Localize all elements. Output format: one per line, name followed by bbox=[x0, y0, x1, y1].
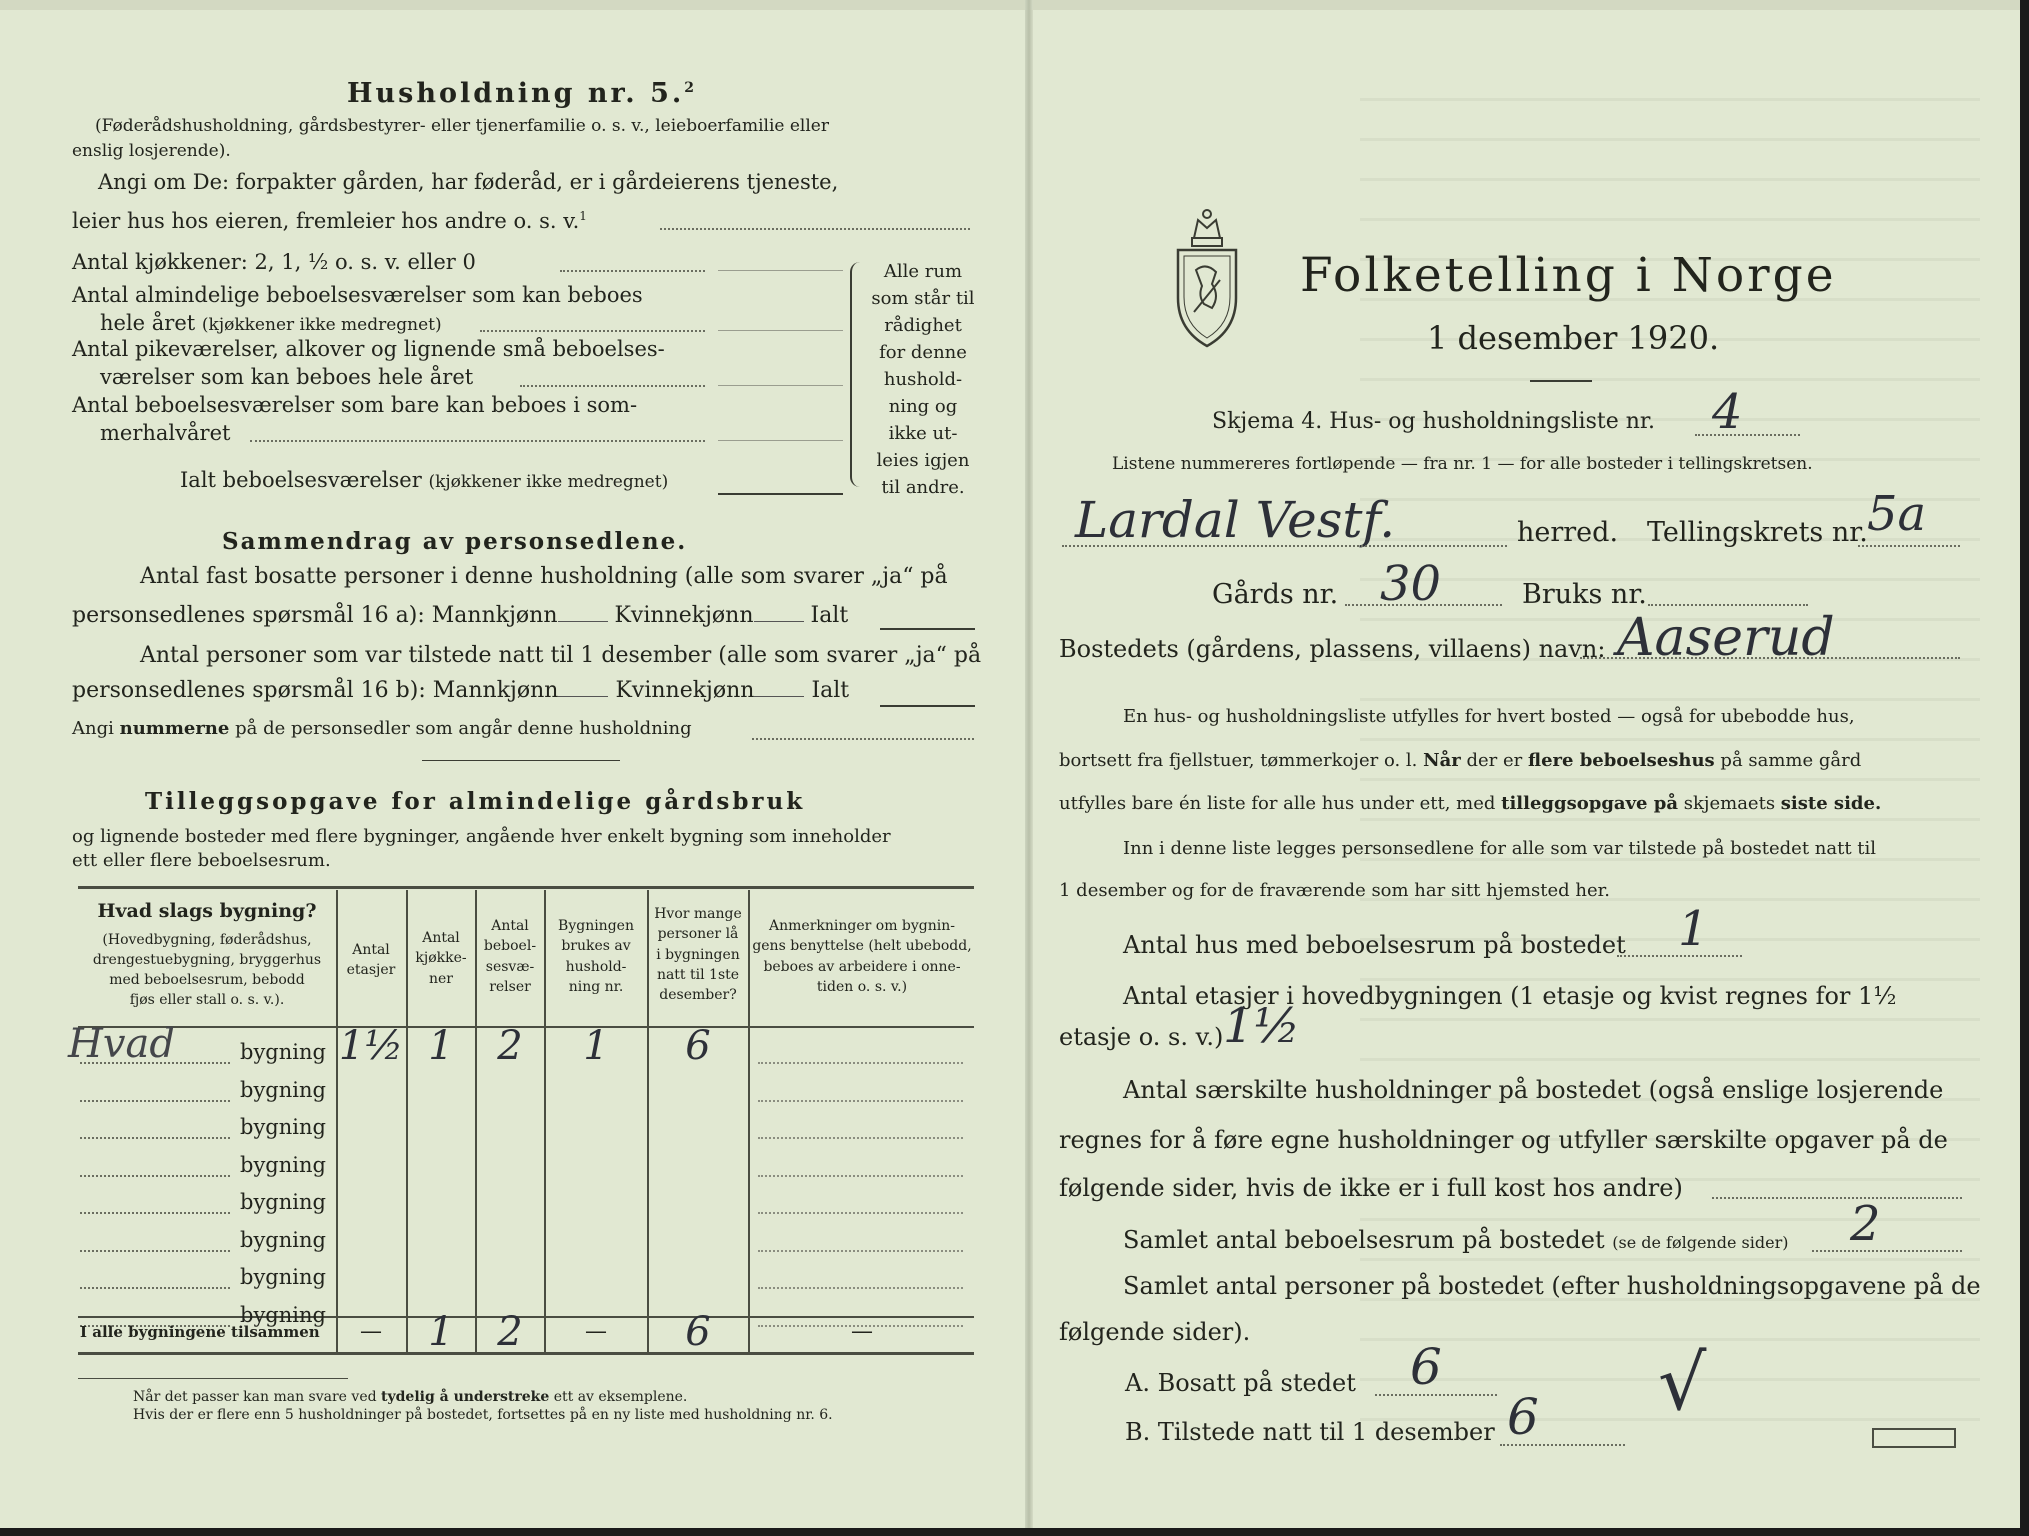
col-head-line: beboel- bbox=[483, 938, 537, 955]
col-head-line: brukes av bbox=[561, 938, 631, 955]
rooms-kjokkener: Antal kjøkkener: 2, 1, ½ o. s. v. eller 0 bbox=[72, 250, 476, 274]
col-head-line: etasjer bbox=[346, 962, 396, 979]
instr1-b4: flere beboelseshus bbox=[1527, 750, 1715, 771]
instr1-b1: bortsett fra fjellstuer, tømmerkojer o. l. bbox=[1059, 750, 1418, 771]
col-head-line: i bygningen bbox=[656, 946, 740, 963]
rooms-side-note-line: for denne bbox=[879, 342, 967, 363]
summary-p2-kvinne: Kvinnekjønn bbox=[615, 678, 755, 703]
q-hus-label: Antal hus med beboelsesrum på bostedet bbox=[1123, 931, 1626, 959]
rooms-ialt-line bbox=[718, 493, 843, 495]
table-bottom-rule bbox=[78, 1352, 974, 1355]
bosted-value: Aaserud bbox=[1617, 608, 1835, 668]
summary-p2-ialt-line bbox=[880, 705, 975, 707]
household-desc-2: enslig losjerende). bbox=[72, 141, 231, 161]
printer-stamp bbox=[1872, 1428, 1956, 1448]
summary-nummer-c: på de personsedler som angår denne husholdning bbox=[235, 718, 692, 739]
table-row-dotline bbox=[80, 1287, 230, 1289]
q-hus-dots bbox=[1617, 955, 1742, 957]
skjema-dots bbox=[1695, 434, 1800, 436]
summary-nummer-a: Angi bbox=[72, 718, 114, 739]
col-head-line: beboes av arbeidere i onne- bbox=[763, 958, 961, 975]
rooms-som-line bbox=[718, 440, 843, 441]
rooms-alm-2-note: (kjøkkener ikke medregnet) bbox=[201, 315, 442, 335]
census-title: Folketelling i Norge bbox=[1300, 248, 1837, 303]
instr2-line1: Inn i denne liste legges personsedlene for alle som var tilstede på bostedet natt til bbox=[1123, 838, 1877, 859]
instr1-b2: Når bbox=[1423, 750, 1461, 771]
q-rum-dots bbox=[1812, 1250, 1962, 1252]
col-head-line: (Hovedbygning, føderådshus, bbox=[102, 931, 312, 948]
table-row-kjokken: 1 bbox=[428, 1023, 454, 1069]
rooms-som-2: merhalvåret bbox=[100, 421, 231, 445]
col-head-line: gens benyttelse (helt ubebodd, bbox=[752, 938, 972, 955]
summary-p1-kvinne-line bbox=[754, 621, 804, 622]
rooms-alm-dots bbox=[480, 330, 705, 332]
summary-nummer-dots bbox=[752, 738, 974, 740]
q-pers-1: Samlet antal personer på bostedet (efter husholdningsopgavene på de bbox=[1123, 1272, 1981, 1300]
bruks-dots bbox=[1648, 604, 1808, 606]
rooms-side-note-line: leies igjen bbox=[876, 450, 970, 471]
table-row-anm-dots bbox=[758, 1287, 963, 1289]
household-title bbox=[347, 80, 697, 107]
summary-p1-mann: Mannkjønn bbox=[431, 603, 558, 628]
rooms-side-note-line: Alle rum bbox=[883, 261, 963, 282]
summary-nummer bbox=[72, 720, 692, 738]
page-fold bbox=[1025, 0, 1033, 1528]
col-head-kjokkener bbox=[408, 928, 474, 989]
table-row-dotline bbox=[80, 1175, 230, 1177]
footnote-rule bbox=[78, 1378, 348, 1379]
footnote-2: Hvis der er flere enn 5 husholdninger på bostedet, fortsettes på en ny liste med husholdning nr. 6. bbox=[133, 1407, 833, 1423]
q-sh-3: følgende sider, hvis de ikke er i full kost hos andre) bbox=[1059, 1174, 1683, 1202]
rooms-pike-line bbox=[718, 385, 843, 386]
a-label: A. Bosatt på stedet bbox=[1125, 1369, 1356, 1397]
table-row-hush: 1 bbox=[583, 1023, 609, 1069]
rooms-alm-2 bbox=[100, 313, 442, 334]
table-row-label: bygning bbox=[240, 1077, 326, 1102]
angi-line-1: Angi om De: forpakter gården, har føderåd, er i gårdeierens tjeneste, bbox=[98, 170, 839, 194]
col-head-line: med beboelsesrum, bebodd bbox=[109, 972, 305, 989]
instr1-b3: der er bbox=[1466, 750, 1523, 771]
rooms-side-note-line: som står til bbox=[871, 288, 975, 309]
table-row-label: bygning bbox=[240, 1115, 326, 1139]
table-row-label: bygning bbox=[240, 1302, 326, 1327]
census-date: 1 desember 1920. bbox=[1427, 319, 1720, 357]
col-head-etasjer bbox=[338, 940, 404, 981]
herred-dots bbox=[1062, 545, 1507, 547]
krets-dots bbox=[1858, 545, 1960, 547]
summary-p2-mann-line bbox=[558, 696, 608, 697]
rooms-ialt-note: (kjøkkener ikke medregnet) bbox=[428, 472, 669, 492]
summary-p1-kvinne: Kvinnekjønn bbox=[614, 603, 754, 628]
col-head-line: relser bbox=[489, 978, 531, 995]
col-head-line: natt til 1ste bbox=[656, 966, 740, 983]
summary-nummer-b: nummerne bbox=[119, 718, 230, 739]
q-sh-1: Antal særskilte husholdninger på bostedet (også enslige losjerende bbox=[1123, 1076, 1944, 1104]
instr1-b5: på samme gård bbox=[1720, 750, 1862, 771]
col-head-line: sesvæ- bbox=[485, 958, 535, 975]
table-row-anm-dots bbox=[758, 1062, 963, 1064]
gards-label: Gårds nr. bbox=[1212, 579, 1339, 610]
q-rum-label bbox=[1123, 1228, 1788, 1252]
bruks-label: Bruks nr. bbox=[1522, 579, 1647, 610]
rooms-side-note-line: ikke ut- bbox=[888, 423, 958, 444]
tillegg-text-1: og lignende bosteder med flere bygninger, angående hver enkelt bygning som inneholder bbox=[72, 826, 891, 847]
household-desc-1: (Føderådshusholdning, gårdsbestyrer- eller tjenerfamilie o. s. v., leieboerfamilie eller bbox=[95, 116, 829, 136]
census-date-rule bbox=[1530, 380, 1592, 382]
coat-of-arms-icon bbox=[1172, 200, 1242, 352]
total-anmerkninger: — bbox=[851, 1319, 873, 1344]
summary-p2-ialt: Ialt bbox=[811, 678, 850, 703]
bosted-label: Bostedets (gårdens, plassens, villaens) navn: bbox=[1059, 635, 1606, 663]
col-head-line: fjøs eller stall o. s. v.). bbox=[129, 992, 285, 1009]
rooms-side-note-line: rådighet bbox=[884, 315, 962, 336]
listene-note: Listene nummereres fortløpende — fra nr. 1 — for alle bosteder i tellingskretsen. bbox=[1112, 454, 1813, 474]
col-head-line: Bygningen bbox=[558, 918, 634, 934]
b-value: 6 bbox=[1507, 1388, 1539, 1446]
instr1-line2 bbox=[1059, 752, 1861, 770]
instr1-c3: skjemaets bbox=[1683, 793, 1776, 814]
rooms-side-note-line: ning og bbox=[888, 396, 958, 417]
rooms-side-note-line: til andre. bbox=[881, 477, 965, 498]
col-head-line: ner bbox=[429, 970, 453, 987]
summary-p1-q: personsedlenes spørsmål 16 a): bbox=[72, 603, 425, 628]
col-head-type bbox=[80, 898, 334, 1011]
col-head-husholdning bbox=[546, 916, 646, 997]
rooms-alm-line bbox=[718, 330, 843, 331]
gards-value: 30 bbox=[1380, 556, 1442, 612]
rooms-som-1: Antal beboelsesværelser som bare kan beboes i som- bbox=[72, 393, 638, 417]
table-row-anm-dots bbox=[758, 1100, 963, 1102]
angi-line-2-text: leier hus hos eieren, fremleier hos andre o. s. v. bbox=[72, 209, 580, 233]
summary-p2-line1: Antal personer som var tilstede natt til 1 desember (alle som svarer „ja“ på bbox=[140, 643, 982, 668]
table-row-label: bygning bbox=[240, 1265, 326, 1289]
table-row-label: bygning bbox=[240, 1227, 326, 1252]
col-head-line: Hvor mange bbox=[654, 906, 742, 922]
total-label: I alle bygningene tilsammen bbox=[80, 1323, 320, 1341]
rooms-ialt bbox=[180, 470, 668, 491]
col-head-line: kjøkke- bbox=[415, 950, 467, 967]
instr1-line3 bbox=[1059, 795, 1881, 813]
rooms-side-note bbox=[868, 258, 978, 501]
col-head-line: desember? bbox=[659, 987, 737, 1004]
summary-p1-ialt: Ialt bbox=[810, 603, 849, 628]
q-pers-2: følgende sider). bbox=[1059, 1318, 1251, 1346]
table-row-etasjer: 1½ bbox=[338, 1023, 404, 1069]
q-rum-text: Samlet antal beboelsesrum på bostedet bbox=[1123, 1226, 1605, 1254]
col-head-line: Antal bbox=[422, 930, 460, 946]
col-head-vaerelser bbox=[477, 916, 543, 997]
q-sh-2: regnes for å føre egne husholdninger og utfyller særskilte opgaver på de bbox=[1059, 1126, 1948, 1154]
table-row-dotline bbox=[80, 1212, 230, 1214]
instr1-c1: utfylles bare én liste for alle hus under ett, med bbox=[1059, 793, 1496, 814]
total-vaerelser: 2 bbox=[497, 1309, 523, 1355]
table-row-label: bygning bbox=[240, 1190, 326, 1214]
a-value: 6 bbox=[1410, 1338, 1442, 1396]
table-row-dotline bbox=[80, 1100, 230, 1102]
col-head-line: Antal bbox=[491, 918, 529, 934]
bosted-dots bbox=[1580, 657, 1960, 659]
rooms-alm-2-text: hele året bbox=[100, 311, 196, 335]
col-head-line: tiden o. s. v.) bbox=[816, 978, 908, 995]
footnote-1 bbox=[133, 1390, 687, 1404]
total-husholdning: — bbox=[585, 1319, 607, 1344]
total-kjokken: 1 bbox=[428, 1309, 454, 1355]
total-etasjer: — bbox=[360, 1319, 382, 1344]
col-head-line: ning nr. bbox=[568, 978, 624, 995]
col-head-anmerkninger bbox=[750, 916, 974, 997]
summary-p2-mann: Mannkjønn bbox=[432, 678, 559, 703]
herred-label: herred. bbox=[1517, 517, 1619, 548]
q-rum-value: 2 bbox=[1850, 1196, 1881, 1252]
table-row-anm-dots bbox=[758, 1212, 963, 1214]
table-row-dotline bbox=[80, 1250, 230, 1252]
table-row-anm-dots bbox=[758, 1137, 963, 1139]
rooms-side-note-line: hushold- bbox=[883, 369, 963, 390]
tillegg-heading: Tilleggsopgave for almindelige gårdsbruk bbox=[145, 788, 806, 815]
rooms-kjokkener-line bbox=[718, 270, 843, 271]
q-rum-note: (se de følgende sider) bbox=[1612, 1233, 1789, 1252]
footnote-1c: ett av eksemplene. bbox=[553, 1389, 688, 1405]
footnote-1a: Når det passer kan man svare ved bbox=[133, 1389, 377, 1405]
col-head-line: Antal bbox=[352, 942, 390, 958]
summary-p1-ialt-line bbox=[880, 628, 975, 630]
q-etasjer-value: 1½ bbox=[1223, 998, 1301, 1054]
gards-dots bbox=[1345, 604, 1502, 606]
summary-heading: Sammendrag av personsedlene. bbox=[222, 528, 688, 555]
summary-p2-kvinne-line bbox=[754, 696, 804, 697]
col-head-line: Anmerkninger om bygnin- bbox=[769, 918, 955, 934]
instr1-line1: En hus- og husholdningsliste utfylles for hvert bosted — også for ubebodde hus, bbox=[1123, 706, 1855, 727]
household-title-text: Husholdning nr. 5. bbox=[347, 78, 685, 109]
q-hus-value: 1 bbox=[1678, 901, 1709, 957]
table-row-label: bygning bbox=[240, 1152, 326, 1177]
instr2-line2: 1 desember og for de fraværende som har sitt hjemsted her. bbox=[1059, 880, 1610, 901]
rooms-pike-1: Antal pikeværelser, alkover og lignende små beboelses- bbox=[72, 337, 665, 361]
b-label: B. Tilstede natt til 1 desember bbox=[1125, 1418, 1495, 1446]
q-etasjer-2: etasje o. s. v.) bbox=[1059, 1023, 1224, 1051]
household-title-sup: 2 bbox=[684, 80, 698, 96]
rooms-som-dots bbox=[250, 440, 705, 442]
rooms-kjokkener-dots bbox=[560, 270, 705, 272]
top-edge bbox=[0, 0, 2020, 10]
table-top-rule bbox=[78, 886, 974, 889]
instr1-c2: tilleggsopgave på bbox=[1501, 793, 1679, 814]
b-dots bbox=[1500, 1444, 1625, 1446]
col-head-line: drengestuebygning, bryggerhus bbox=[92, 951, 322, 968]
rooms-alm-1: Antal almindelige beboelsesværelser som kan beboes bbox=[72, 283, 643, 307]
summary-divider bbox=[422, 760, 620, 761]
krets-label: Tellingskrets nr. bbox=[1647, 517, 1868, 548]
table-row-pers: 6 bbox=[685, 1023, 711, 1069]
instr1-c4: siste side. bbox=[1780, 793, 1882, 814]
col-head-line: personer lå bbox=[657, 926, 739, 943]
summary-p1-line2 bbox=[72, 605, 848, 627]
summary-p2-q: personsedlenes spørsmål 16 b): bbox=[72, 678, 426, 703]
col-head-line: hushold- bbox=[565, 958, 627, 975]
krets-value: 5a bbox=[1867, 486, 1927, 542]
herred-value: Lardal Vestf. bbox=[1075, 491, 1396, 549]
q-etasjer-1: Antal etasjer i hovedbygningen (1 etasje og kvist regnes for 1½ bbox=[1123, 982, 1897, 1010]
summary-p1-line1: Antal fast bosatte personer i denne husholdning (alle som svarer „ja“ på bbox=[140, 564, 948, 589]
table-row-dotline bbox=[80, 1137, 230, 1139]
angi-sup: 1 bbox=[579, 209, 587, 223]
total-personer: 6 bbox=[685, 1309, 711, 1355]
skjema-value: 4 bbox=[1712, 384, 1743, 440]
col-head-type-lines bbox=[80, 930, 334, 1011]
summary-p1-mann-line bbox=[558, 621, 608, 622]
tillegg-text-2: ett eller flere beboelsesrum. bbox=[72, 850, 331, 871]
table-row-anm-dots bbox=[758, 1250, 963, 1252]
rooms-pike-2: værelser som kan beboes hele året bbox=[100, 365, 474, 389]
q-sh-dots bbox=[1712, 1197, 1962, 1199]
skjema-line: Skjema 4. Hus- og husholdningsliste nr. bbox=[1212, 409, 1655, 434]
table-row-type: Hvad bbox=[68, 1021, 175, 1067]
footnote-1b: tydelig å understreke bbox=[381, 1389, 550, 1405]
table-row-anm-dots bbox=[758, 1175, 963, 1177]
rooms-pike-dots bbox=[520, 385, 705, 387]
col-head-type-title: Hvad slags bygning? bbox=[97, 900, 317, 922]
angi-fill-line bbox=[660, 228, 970, 230]
table-row-label: bygning bbox=[240, 1040, 326, 1064]
col-head-personer bbox=[649, 904, 747, 1005]
table-row-vaer: 2 bbox=[497, 1023, 523, 1069]
angi-line-2 bbox=[72, 210, 587, 232]
a-dots bbox=[1375, 1394, 1497, 1396]
rooms-ialt-text: Ialt beboelsesværelser bbox=[180, 468, 422, 492]
summary-p2-line2 bbox=[72, 680, 849, 702]
rooms-brace bbox=[850, 262, 864, 487]
check-mark: √ bbox=[1658, 1338, 1707, 1427]
